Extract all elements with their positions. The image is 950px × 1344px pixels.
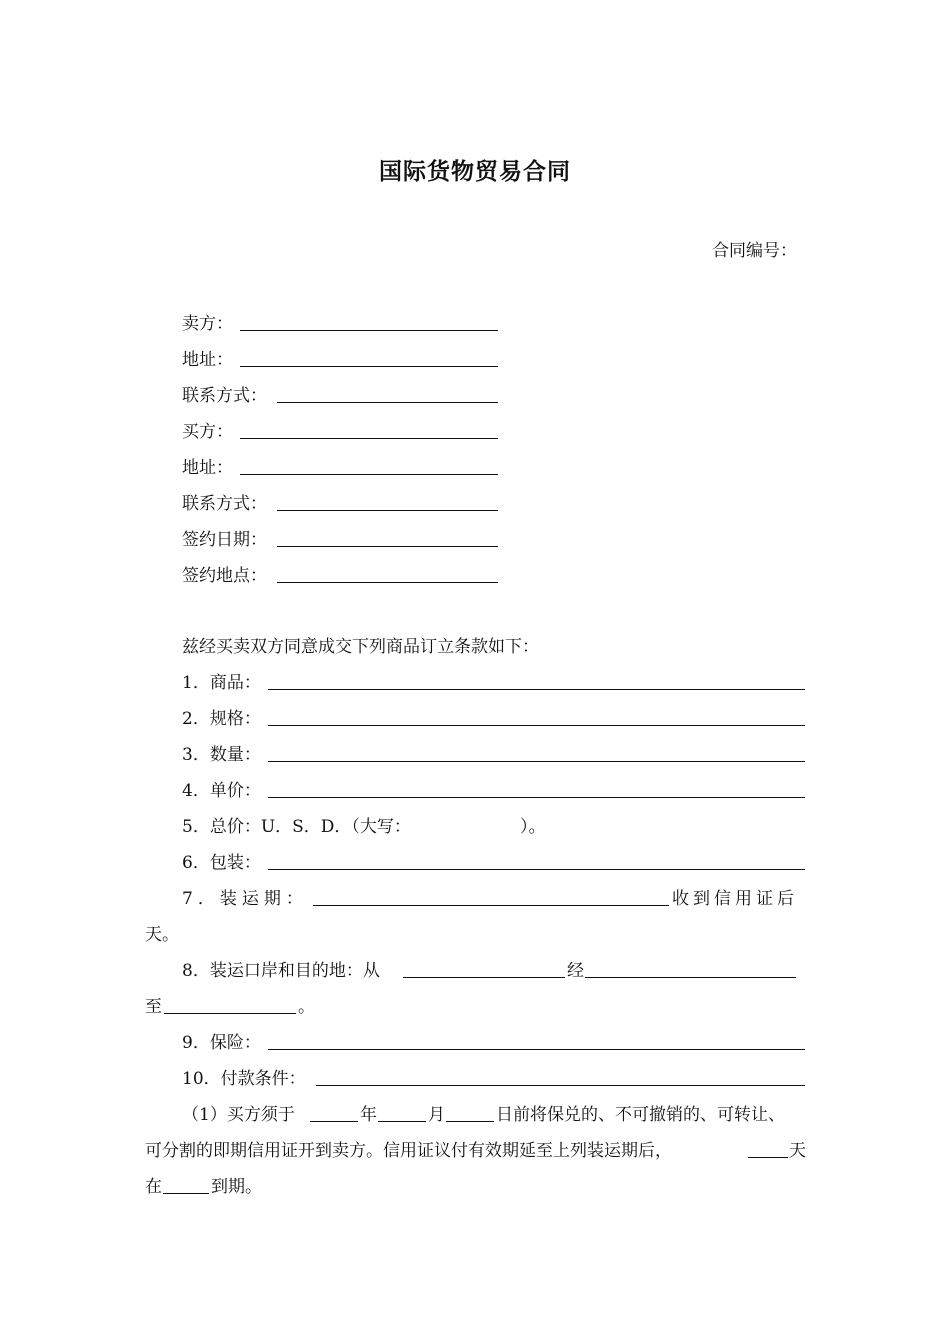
- seller-field[interactable]: [240, 330, 498, 331]
- clause-8-to: 至: [145, 997, 162, 1017]
- specification-field[interactable]: [268, 725, 805, 726]
- buyer-contact-label: 联系方式：: [182, 494, 267, 514]
- via-port-field[interactable]: [585, 977, 796, 978]
- quantity-field[interactable]: [268, 761, 805, 762]
- payment-terms-field[interactable]: [316, 1085, 805, 1086]
- payment-year-label: 年: [360, 1105, 377, 1125]
- payment-p1-end: 日前将保兑的、不可撤销的、可转让、: [496, 1105, 785, 1125]
- clause-1-label: 1．商品：: [182, 673, 261, 693]
- sign-place-label: 签约地点：: [182, 566, 267, 586]
- payment-p2-days: 天: [789, 1141, 806, 1161]
- clause-8-via: 经: [567, 961, 584, 981]
- clause-7-days: 天。: [145, 925, 179, 945]
- payment-p3-end: 到期。: [211, 1177, 262, 1197]
- intro-text: 兹经买卖双方同意成交下列商品订立条款如下：: [182, 637, 539, 657]
- seller-contact-field[interactable]: [277, 402, 498, 403]
- document-title: 国际货物贸易合同: [379, 158, 571, 185]
- clause-7-label: [182, 888, 312, 910]
- clause-10-label: 10．付款条件：: [182, 1069, 306, 1089]
- clause-6-label: 6．包装：: [182, 853, 261, 873]
- payment-p2: 可分割的即期信用证开到卖方。信用证议付有效期延至上列装运期后，: [145, 1141, 672, 1161]
- payment-month-label: 月: [428, 1105, 445, 1125]
- seller-label: 卖方：: [182, 314, 233, 334]
- clause-8-period: 。: [298, 997, 315, 1017]
- destination-field[interactable]: [164, 1013, 296, 1014]
- packing-field[interactable]: [268, 869, 805, 870]
- clause-3-label: 3．数量：: [182, 745, 261, 765]
- payment-days-field[interactable]: [748, 1157, 788, 1158]
- buyer-address-field[interactable]: [240, 474, 498, 475]
- payment-year-field[interactable]: [310, 1121, 358, 1122]
- payment-place-field[interactable]: [163, 1193, 209, 1194]
- sign-date-label: 签约日期：: [182, 530, 267, 550]
- payment-p3-at: 在: [145, 1177, 162, 1197]
- payment-p1-start: （1）买方须于: [182, 1105, 295, 1125]
- clause-5-label: 5．总价：U．S．D．（大写：: [182, 817, 411, 837]
- goods-field[interactable]: [268, 689, 805, 690]
- clause-8-label: 8．装运口岸和目的地：从: [182, 961, 380, 981]
- sign-date-field[interactable]: [277, 546, 498, 547]
- buyer-address-label: 地址：: [182, 458, 233, 478]
- seller-address-field[interactable]: [240, 366, 498, 367]
- payment-day-field[interactable]: [446, 1121, 494, 1122]
- clause-7-label-inner: [182, 888, 308, 910]
- sign-place-field[interactable]: [277, 582, 498, 583]
- clause-7-suffix: 收到信用证后: [672, 889, 798, 909]
- clause-5-closing: ）。: [520, 817, 546, 837]
- buyer-contact-field[interactable]: [277, 510, 498, 511]
- clause-7-label-text: 7．装运期：: [182, 889, 308, 909]
- payment-month-field[interactable]: [378, 1121, 426, 1122]
- port-of-loading-field[interactable]: [403, 977, 565, 978]
- unit-price-field[interactable]: [268, 797, 805, 798]
- buyer-label: 买方：: [182, 422, 233, 442]
- buyer-field[interactable]: [240, 438, 498, 439]
- seller-address-label: 地址：: [182, 350, 233, 370]
- insurance-field[interactable]: [268, 1049, 805, 1050]
- shipment-period-field[interactable]: [313, 905, 669, 906]
- clause-4-label: 4．单价：: [182, 781, 261, 801]
- seller-contact-label: 联系方式：: [182, 386, 267, 406]
- contract-number-label: 合同编号：: [712, 241, 797, 261]
- clause-9-label: 9．保险：: [182, 1033, 261, 1053]
- clause-2-label: 2．规格：: [182, 709, 261, 729]
